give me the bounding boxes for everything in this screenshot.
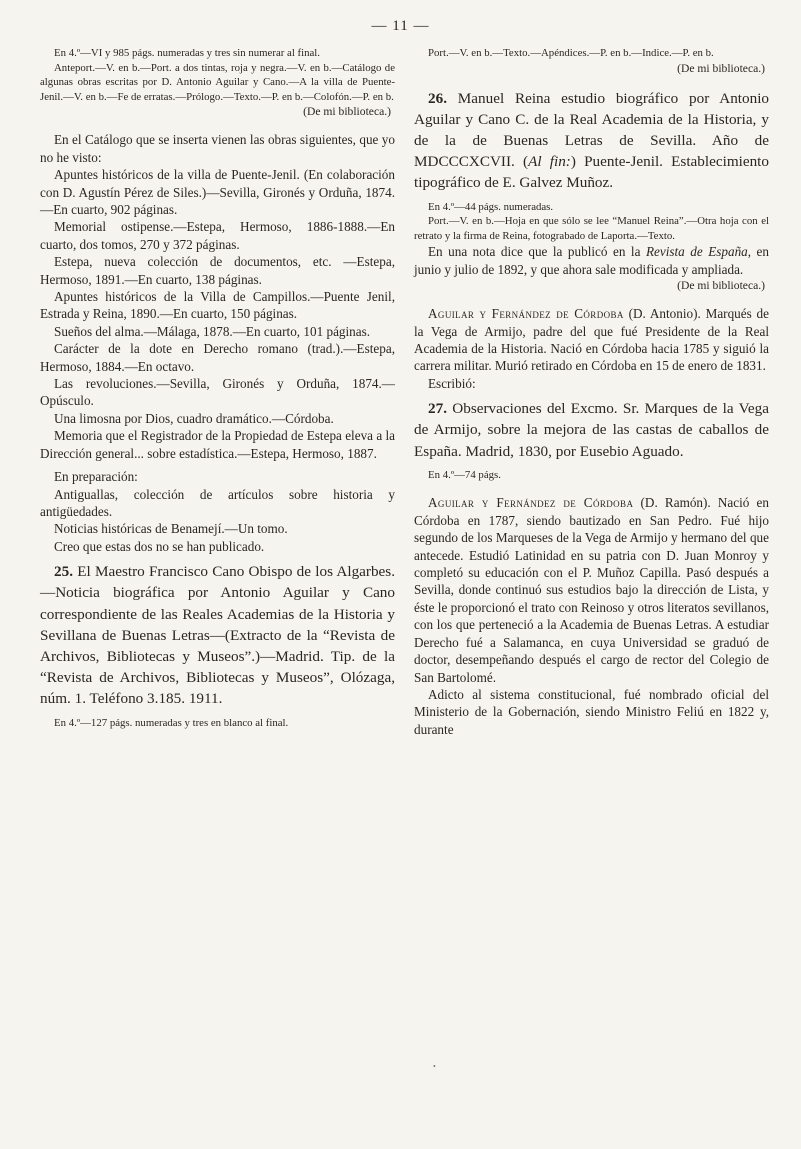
paragraph-text: En una nota dice que la publicó en la xyxy=(428,244,646,260)
work-item: Apuntes históricos de la villa de Puente-Jenil. (En colaboración con D. Agustín Pérez de Siles.)—Sevilla, Gironés y Orduña, 1874.—En cuarto, 902 páginas. xyxy=(40,167,395,217)
library-note: (De mi biblioteca.) xyxy=(677,61,765,75)
paragraph: Creo que estas dos no se han publicado. xyxy=(54,538,265,554)
entry-text: Observaciones del Excmo. Sr. Marques de la Vega de Armijo, sobre la mejora de las castas de caballos de España. Madrid, 1830, por Eusebio Aguado. xyxy=(414,400,769,460)
physical-description: En 4.º—127 págs. numeradas y tres en blanco al final. xyxy=(54,716,289,729)
work-item: Apuntes históricos de la Villa de Campillos.—Puente Jenil, Estrada y Reina, 1890.—En cuarto, 150 páginas. xyxy=(40,289,395,322)
paragraph: En el Catálogo que se inserta vienen las obras siguientes, que yo no he visto: xyxy=(40,132,395,165)
work-item: Noticias históricas de Benamejí.—Un tomo. xyxy=(54,521,288,537)
library-note: (De mi biblioteca.) xyxy=(677,279,765,293)
entry-italic: Al fin: xyxy=(528,153,571,171)
entry-text: Manuel Reina estudio biográfico por Antonio Aguilar y Cano C. de la Real Academia de la Historia, y de la de Buenas Letras de Sevilla. Año de MDCCCXCVII. ( xyxy=(414,89,770,171)
paragraph xyxy=(414,243,769,278)
author-name: Aguilar y Fernández de Córdoba xyxy=(428,306,624,322)
right-column xyxy=(414,46,769,738)
author-name: Aguilar y Fernández de Córdoba xyxy=(428,495,634,511)
section-heading: En preparación: xyxy=(54,469,138,485)
entry-text: ) Puente-Jenil. Establecimiento tipográfico de E. Galvez Muñoz. xyxy=(414,153,769,192)
work-item: Antiguallas, colección de artículos sobre historia y antigüedades. xyxy=(40,486,395,519)
collation: Anteport.—V. en b.—Port. a dos tintas, roja y negra.—V. en b.—Catálogo de algunas obras escritas por D. Antonio Aguilar y Cano.—A la villa de Puente-Jenil.—V. en b.—Fe de erratas.—Prólogo.—Texto.—P. en b.—Colofón.—P. en b. xyxy=(40,61,395,103)
physical-description: En 4.º—74 págs. xyxy=(428,468,501,481)
entry-26 xyxy=(414,88,769,194)
entry-number: 25. xyxy=(54,563,73,581)
library-note: (De mi biblioteca.) xyxy=(303,105,391,119)
work-item: Carácter de la dote en Derecho romano (trad.).—Estepa, Hermoso, 1884.—En octavo. xyxy=(40,341,395,374)
physical-description: En 4.º—44 págs. numeradas. xyxy=(428,200,554,213)
biography-antonio xyxy=(414,305,769,375)
page-number: — 11 — xyxy=(371,18,430,34)
paragraph-text: , en junio y julio de 1892, y que ahora sale modificada y ampliada. xyxy=(414,244,770,277)
collation: Port.—V. en b.—Texto.—Apéndices.—P. en b.—Indice.—P. en b. xyxy=(428,47,714,59)
work-item: Memorial ostipense.—Estepa, Hermoso, 1886-1888.—En cuarto, dos tomos, 270 y 372 páginas. xyxy=(40,219,395,252)
biography-ramon xyxy=(414,494,769,685)
print-speck: • xyxy=(433,1062,436,1071)
entry-number: 26. xyxy=(428,89,447,107)
paragraph: Adicto al sistema constitucional, fué nombrado oficial del Ministerio de la Gobernación, siendo Ministro Feliú en 1822 y, durante xyxy=(414,686,769,737)
work-item: Sueños del alma.—Málaga, 1878.—En cuarto, 101 páginas. xyxy=(54,323,371,339)
entry-text: El Maestro Francisco Cano Obispo de los Algarbes.—Noticia biográfica por Antonio Aguilar y Cano correspondiente de las Reales Academias de la Historia y Sevillana de Buenas Letras—(Extracto de la “Revista de Archivos, Bibliotecas y Museos”.)—Madrid. Tip. de la “Revista de Archivos, Bibliotecas y Museos”, Olózaga, núm. 1. Teléfono 3.185. 1911. xyxy=(40,563,396,708)
work-item: Estepa, nueva colección de documentos, etc. —Estepa, Hermoso, 1891.—En cuarto, 138 páginas. xyxy=(40,254,395,287)
work-item: Una limosna por Dios, cuadro dramático.—Córdoba. xyxy=(54,410,334,426)
journal-title: Revista de España xyxy=(645,244,748,260)
biography-text: (D. Antonio). Marqués de la Vega de Armijo, padre del que fué Presidente de la Real Academia de la Historia. Nació en Córdoba hacia 1785 y siguió la carrera militar. Murió retirado en Córdoba en 15 de enero de 1831. xyxy=(414,306,769,374)
entry-25 xyxy=(40,561,395,709)
biography-text: (D. Ramón). Nació en Córdoba en 1787, siendo bautizado en San Pedro. Fué hijo segundo de los Marqueses de la Vega de Armijo y hermano del que antecede. Estudió Latinidad en su patria con D. Juan Monroy y completó su educación con el P. Muñoz Capilla. Pasó después a Sevilla, donde continuó sus estudios bajo la dirección de Lista, y éste le proporcionó el trato con Reinoso y otros literatos sevillanos, con los que perteneció a la Academia de Buenas Letras. A estudiar Derecho fué a Salamanca, en cuya Universidad se graduó de doctor, desempeñando después el cargo de rector del Colegio de San Bartolomé. xyxy=(414,495,769,685)
work-item: Las revoluciones.—Sevilla, Gironés y Orduña, 1874.—Opúsculo. xyxy=(40,376,395,409)
paragraph: Escribió: xyxy=(428,375,476,391)
collation: Port.—V. en b.—Hoja en que sólo se lee “Manuel Reina”.—Otra hoja con el retrato y la firma de Reina, fotograbado de Laporta.—Texto. xyxy=(414,215,769,242)
entry-27 xyxy=(414,398,769,462)
physical-description: En 4.º—VI y 985 págs. numeradas y tres sin numerar al final. xyxy=(54,47,321,59)
left-column xyxy=(40,46,395,730)
work-item: Memoria que el Registrador de la Propiedad de Estepa eleva a la Dirección general... sobre estadística.—Estepa, Hermoso, 1887. xyxy=(40,428,395,461)
entry-number: 27. xyxy=(428,400,447,418)
